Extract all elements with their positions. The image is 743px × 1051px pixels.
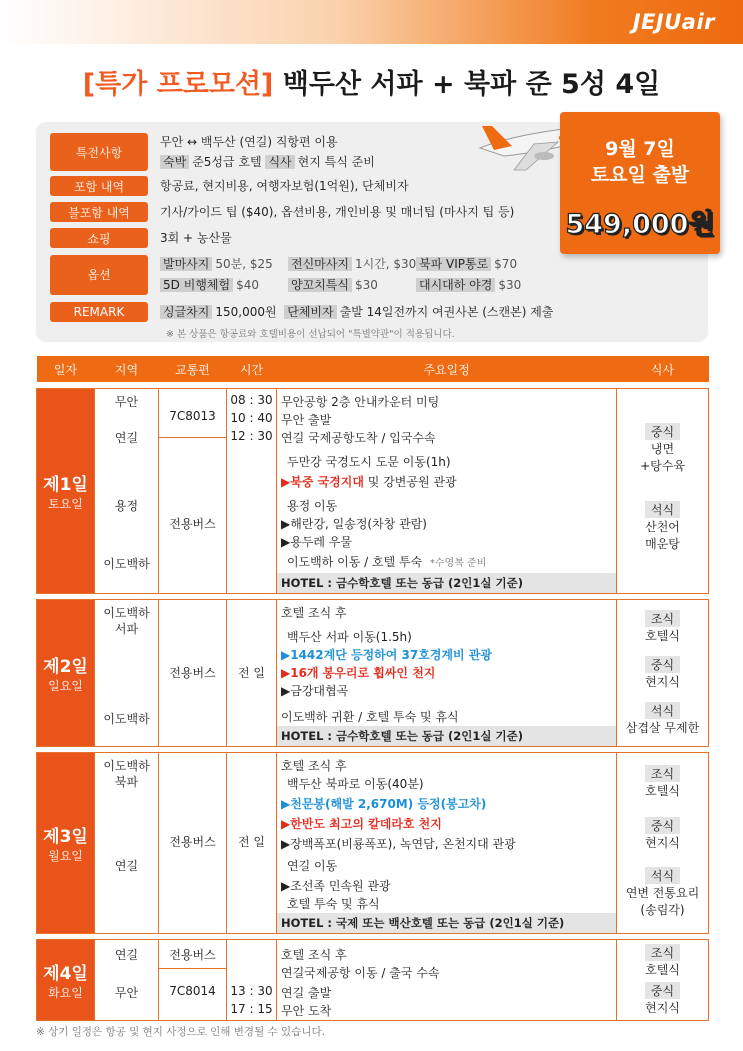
included-row <box>50 176 409 196</box>
day-weekday: 월요일 <box>48 848 83 863</box>
meal-breakfast <box>617 944 708 978</box>
plan-highlight: ▶16개 봉우리로 휩싸인 천지 <box>281 665 436 680</box>
option-name: 전신마사지 <box>288 257 352 271</box>
schedule-cell <box>277 599 617 746</box>
plan-line: ▶용두레 우물 <box>281 534 353 549</box>
excluded-text: 기사/가이드 팁 ($40), 옵션비용, 개인비용 및 매너팁 (마사지 팁 등) <box>160 205 515 219</box>
plan-line: 이도백하 귀환 / 호텔 투숙 및 휴식 <box>281 709 459 724</box>
option-price: $30 <box>354 278 378 292</box>
day-cell <box>37 599 95 746</box>
plan-line: 백두산 북파로 이동(40분) <box>287 776 424 791</box>
plan-note: *수영복 준비 <box>429 557 487 569</box>
price-value: 549,000원 <box>565 209 715 240</box>
meal-tag: 조식 <box>645 944 680 961</box>
day-weekday: 토요일 <box>48 496 83 511</box>
col-region: 지역 <box>95 356 159 382</box>
options-row <box>50 254 546 295</box>
region: 이도백하 <box>103 758 150 773</box>
hotel-info: HOTEL : 금수학호텔 또는 동급 (2인1실 기준) <box>277 573 616 593</box>
meal-menu: 산천어 <box>645 519 680 534</box>
option-name: 5D 비행체험 <box>160 278 233 292</box>
day-prefix: 제 <box>43 826 60 847</box>
title-promo: [특가 프로모션] <box>82 69 274 100</box>
time: 전 일 <box>238 665 265 680</box>
flight-number: 7C8014 <box>169 983 216 998</box>
plan-line: 용정 이동 <box>287 498 338 513</box>
schedule-cell <box>277 939 617 1020</box>
option-name: 양꼬치특식 <box>288 278 352 292</box>
plan-line: 연길 국제공항도착 / 입국수속 <box>281 430 436 445</box>
special-text <box>160 132 375 172</box>
plan-text: 이도백하 이동 / 호텔 투숙 <box>287 554 423 569</box>
special-label: 특전사항 <box>50 133 148 171</box>
meal-tag: 중식 <box>645 656 680 673</box>
day-number <box>37 959 94 984</box>
time-cell <box>227 939 277 1020</box>
col-time: 시간 <box>227 356 277 382</box>
itinerary-table <box>36 356 709 1021</box>
plan-highlight: ▶북중 국경지대 <box>281 474 364 489</box>
departure-date: 9월 7일 <box>605 138 675 160</box>
region: 이도백하 <box>103 556 150 571</box>
plan-line: 무안 도착 <box>281 1003 332 1018</box>
region-cell <box>95 388 159 593</box>
day-num: 4 <box>59 963 72 984</box>
transport: 전용버스 <box>169 834 216 849</box>
meal-breakfast <box>617 610 708 644</box>
option-item <box>416 254 546 274</box>
day-number <box>37 470 94 495</box>
shopping-row <box>50 228 232 248</box>
table-row <box>37 388 709 593</box>
col-day: 일자 <box>37 356 95 382</box>
meal-menu: 호텔식 <box>645 783 680 798</box>
remark-row <box>50 302 553 322</box>
remark-label: REMARK <box>50 302 148 322</box>
meal-menu: 삼겹살 무제한 <box>625 720 700 735</box>
plan-line: 백두산 서파 이동(1.5h) <box>287 629 412 644</box>
region: 이도백하 <box>103 605 150 620</box>
day-cell <box>37 388 95 593</box>
shopping-label: 쇼핑 <box>50 228 148 248</box>
included-text: 항공료, 현지비용, 여행자보험(1억원), 단체비자 <box>160 179 409 193</box>
region: 연길 <box>114 858 139 873</box>
plan-line: ▶금강대협곡 <box>281 683 349 698</box>
departure-info <box>560 136 720 188</box>
meal-cell <box>617 752 709 933</box>
plan-line: 연길 이동 <box>287 858 338 873</box>
meal-menu: 현지식 <box>645 835 680 850</box>
region: 이도백하 <box>103 711 150 726</box>
day-num: 1 <box>59 474 72 495</box>
region: 무안 <box>114 985 139 1000</box>
plan-line: 연길국제공항 이동 / 출국 수속 <box>281 965 440 980</box>
page-title <box>0 62 743 101</box>
meal-tag: 석식 <box>645 702 680 719</box>
meal-tag: 중식 <box>645 982 680 999</box>
remark-text <box>160 302 553 322</box>
region: 북파 <box>114 774 139 789</box>
table-row <box>37 599 709 746</box>
day-prefix: 제 <box>43 656 60 677</box>
departure-day: 토요일 출발 <box>590 164 690 186</box>
plan-line <box>281 473 457 490</box>
option-name: 발마사지 <box>160 257 212 271</box>
title-text: 백두산 서파 + 북파 준 5성 4일 <box>273 69 661 100</box>
region: 연길 <box>114 430 139 445</box>
plan-line: 호텔 조식 후 <box>281 947 347 962</box>
option-name: 북파 VIP통로 <box>416 257 491 271</box>
special-line2 <box>160 152 375 172</box>
option-name: 대시대하 야경 <box>416 278 495 292</box>
meal-menu: 냉면 <box>650 441 675 456</box>
meal-tag: 석식 <box>645 501 680 518</box>
plan-highlight: ▶1442계단 등정하여 37호경계비 관광 <box>281 647 492 662</box>
day-suffix: 일 <box>71 963 88 984</box>
meal-lunch <box>617 656 708 690</box>
plan-line: 무안 출발 <box>281 412 332 427</box>
time: 12 : 30 <box>230 428 273 443</box>
special-stay-text: 준5성급 호텔 <box>192 155 262 169</box>
time: 13 : 30 <box>230 983 273 998</box>
day-prefix: 제 <box>43 963 60 984</box>
table-row <box>37 752 709 933</box>
transport-cell <box>159 388 227 593</box>
plan-line: 호텔 투숙 및 휴식 <box>287 896 380 911</box>
options-label: 옵션 <box>50 255 148 295</box>
special-row <box>50 132 375 172</box>
option-price: $30 <box>498 278 522 292</box>
meal-breakfast <box>617 765 708 799</box>
meal-menu: 현지식 <box>645 674 680 689</box>
meal-lunch <box>617 817 708 851</box>
meal-tag: 석식 <box>645 867 680 884</box>
plan-line: 무안공항 2층 안내카운터 미팅 <box>281 394 440 409</box>
time: 17 : 15 <box>230 1001 273 1016</box>
table-row <box>37 939 709 1020</box>
top-banner <box>0 0 743 44</box>
region: 서파 <box>114 621 139 636</box>
schedule-cell <box>277 752 617 933</box>
day-number <box>37 652 94 677</box>
plan-highlight: ▶한반도 최고의 칼데라호 천지 <box>281 816 442 831</box>
flight-number: 7C8013 <box>169 408 216 423</box>
meal-menu: 현지식 <box>645 1000 680 1015</box>
remark-single-text: 150,000원 <box>215 305 277 319</box>
option-item <box>160 254 288 274</box>
plan-line: ▶해란강, 일송정(차창 관람) <box>281 516 427 531</box>
plan-line: 두만강 국경도시 도문 이동(1h) <box>287 454 451 469</box>
excluded-label: 불포함 내역 <box>50 202 148 222</box>
option-price: $40 <box>236 278 259 292</box>
day-suffix: 일 <box>71 474 88 495</box>
day-weekday: 일요일 <box>48 678 83 693</box>
col-schedule: 주요일정 <box>277 356 617 382</box>
transport: 전용버스 <box>169 516 216 531</box>
time-cell <box>227 388 277 593</box>
special-line1: 무안 ↔ 백두산 (연길) 직항편 이용 <box>160 135 338 149</box>
plan-line: 연길 출발 <box>281 985 332 1000</box>
meal-cell <box>617 388 709 593</box>
options-list <box>160 254 546 295</box>
meal-menu: (송림각) <box>640 902 685 917</box>
transport: 전용버스 <box>169 947 216 962</box>
meal-menu: 호텔식 <box>645 962 680 977</box>
meal-dinner <box>617 501 708 552</box>
special-tag-stay: 숙박 <box>160 155 189 169</box>
col-transport: 교통편 <box>159 356 227 382</box>
meal-menu: 연변 전통요리 <box>625 885 700 900</box>
region-cell <box>95 752 159 933</box>
plan-line: 호텔 조식 후 <box>281 758 347 773</box>
excluded-row <box>50 202 514 222</box>
option-price: $70 <box>494 257 518 271</box>
region-cell <box>95 599 159 746</box>
remark-tag-visa: 단체비자 <box>284 305 336 319</box>
meal-tag: 중식 <box>645 423 680 440</box>
region: 무안 <box>114 394 139 409</box>
footer-note: ※ 상기 일정은 항공 및 현지 사정으로 인해 변경될 수 있습니다. <box>36 1026 325 1038</box>
plan-highlight: ▶천문봉(해발 2,670M) 등정(봉고차) <box>281 796 487 811</box>
table-header-row <box>37 356 709 382</box>
plan-line: ▶장백폭포(비룡폭포), 녹연담, 온천지대 관광 <box>281 836 516 851</box>
hotel-info: HOTEL : 국제 또는 백산호텔 또는 동급 (2인1실 기준) <box>277 913 616 933</box>
day-suffix: 일 <box>71 826 88 847</box>
region-cell <box>95 939 159 1020</box>
plan-text: 및 강변공원 관광 <box>363 474 457 489</box>
meal-cell <box>617 939 709 1020</box>
day-num: 3 <box>59 826 72 847</box>
remark-visa-text: 출발 14일전까지 여권사본 (스캔본) 제출 <box>339 305 554 319</box>
transport-cell <box>159 752 227 933</box>
special-tag-meal: 식사 <box>265 155 294 169</box>
meal-menu: 호텔식 <box>645 628 680 643</box>
region: 용정 <box>114 498 139 513</box>
option-item <box>288 254 416 274</box>
meal-dinner <box>617 867 708 918</box>
time: 08 : 30 <box>230 392 273 407</box>
day-suffix: 일 <box>71 656 88 677</box>
time-cell <box>227 599 277 746</box>
meal-menu: +탕수육 <box>640 458 685 473</box>
meal-lunch <box>617 982 708 1016</box>
day-cell <box>37 939 95 1020</box>
transport: 전용버스 <box>169 665 216 680</box>
day-prefix: 제 <box>43 474 60 495</box>
remark-tag-single: 싱글차지 <box>160 305 212 319</box>
special-meal-text: 현지 특식 준비 <box>297 155 375 169</box>
meal-cell <box>617 599 709 746</box>
time-cell <box>227 752 277 933</box>
meal-tag: 중식 <box>645 817 680 834</box>
option-item <box>416 275 546 295</box>
option-item <box>160 275 288 295</box>
region: 연길 <box>114 947 139 962</box>
plan-line: 호텔 조식 후 <box>281 605 347 620</box>
shopping-text: 3회 + 농산물 <box>160 231 232 245</box>
day-num: 2 <box>59 656 72 677</box>
included-label: 포함 내역 <box>50 176 148 196</box>
meal-lunch <box>617 423 708 474</box>
option-price: 50분, $25 <box>215 257 273 271</box>
brand-logo: JEJUair <box>632 10 715 34</box>
option-item <box>288 275 416 295</box>
price-box <box>560 112 720 254</box>
hotel-info: HOTEL : 금수학호텔 또는 동급 (2인1실 기준) <box>277 726 616 746</box>
meal-tag: 조식 <box>645 765 680 782</box>
day-weekday: 화요일 <box>48 985 83 1000</box>
day-cell <box>37 752 95 933</box>
option-price: 1시간, $30 <box>354 257 417 271</box>
plan-line <box>287 553 486 570</box>
col-meal: 식사 <box>617 356 709 382</box>
time: 10 : 40 <box>230 410 273 425</box>
time: 전 일 <box>238 834 265 849</box>
meal-tag: 조식 <box>645 610 680 627</box>
plan-line: ▶조선족 민속원 관광 <box>281 878 391 893</box>
schedule-cell <box>277 388 617 593</box>
terms-note: ※ 본 상품은 항공료와 호텔비용이 선납되어 "특별약관"이 적용됩니다. <box>166 329 455 340</box>
transport-cell <box>159 939 227 1020</box>
transport-cell <box>159 599 227 746</box>
meal-menu: 매운탕 <box>645 536 680 551</box>
meal-dinner <box>617 702 708 736</box>
day-number <box>37 822 94 847</box>
